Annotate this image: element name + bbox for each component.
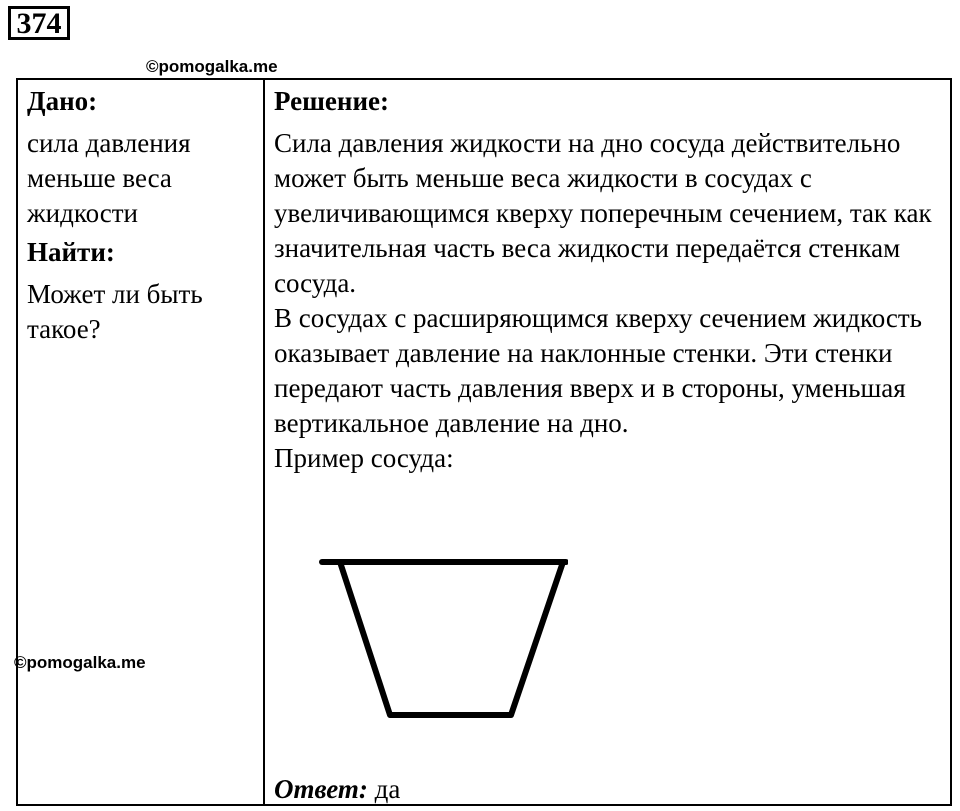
solution-text bbox=[274, 126, 950, 476]
column-divider bbox=[263, 80, 265, 804]
vessel-walls bbox=[340, 562, 563, 715]
solution-paragraph-1: Сила давления жидкости на дно сосуда действительно может быть меньше веса жидкости в сосудах с увеличивающимся кверху поперечным сечением, так как значительная часть веса жидкости передаётся стенкам сосуда. bbox=[274, 128, 932, 298]
find-heading: Найти: bbox=[27, 237, 115, 267]
watermark-middle: ©pomogalka.me bbox=[14, 653, 146, 672]
given-text: сила давления меньше веса жидкости bbox=[27, 128, 191, 228]
given-heading: Дано: bbox=[27, 86, 98, 116]
solution-column bbox=[274, 84, 950, 476]
answer-label: Ответ: bbox=[274, 774, 368, 804]
answer-line bbox=[274, 772, 400, 806]
vessel-diagram bbox=[318, 550, 568, 730]
task-table bbox=[16, 78, 952, 806]
find-question: Может ли быть такое? bbox=[27, 279, 203, 344]
watermark-top: ©pomogalka.me bbox=[146, 57, 278, 76]
solution-heading: Решение: bbox=[274, 86, 389, 116]
given-column bbox=[27, 84, 255, 347]
example-label: Пример сосуда: bbox=[274, 443, 454, 473]
answer-value: да bbox=[374, 774, 401, 804]
solution-paragraph-2: В сосудах с расширяющимся кверху сечением жидкость оказывает давление на наклонные стенки. Эти стенки передают часть давления вверх и в стороны, уменьшая вертикальное давление на дно. bbox=[274, 303, 922, 438]
problem-number: 374 bbox=[8, 6, 70, 40]
